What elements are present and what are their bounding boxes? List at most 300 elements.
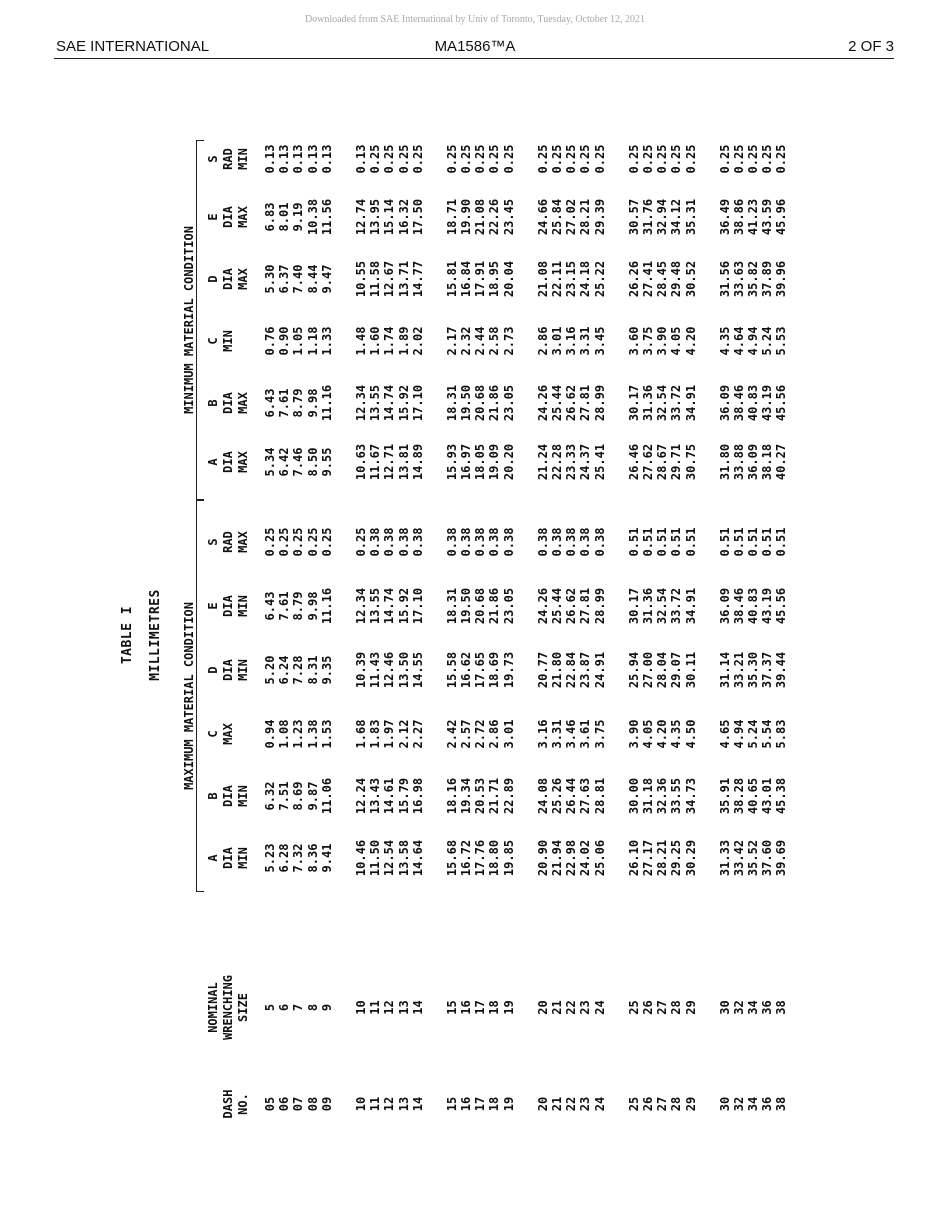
column-values	[263, 768, 789, 824]
page-number: 2 OF 3	[848, 38, 894, 55]
table-cell: 34	[746, 1096, 761, 1112]
table-cell: 25.44	[550, 587, 564, 625]
table-cell: 0.51	[640, 527, 655, 557]
table-cell: 30.57	[626, 198, 641, 236]
table-cell: 13	[396, 1096, 411, 1112]
column-header-line: SIZE	[236, 993, 250, 1022]
table-cell: 35.82	[746, 260, 761, 298]
table-cell: 30	[717, 1096, 732, 1112]
table-cell: 16.62	[459, 651, 474, 689]
table-cell: 43.19	[760, 384, 775, 422]
table-cell: 19	[501, 1000, 516, 1015]
row-group	[445, 375, 516, 431]
table-cell: 30	[717, 1000, 732, 1015]
table-cell: 1.33	[319, 326, 334, 356]
row-group	[536, 706, 607, 762]
table-cell: 0.38	[592, 527, 607, 557]
download-watermark: Downloaded from SAE International by Univ of Toronto, Tuesday, October 12, 2021	[304, 14, 646, 25]
table-cell: 0.38	[550, 527, 564, 557]
table-cell: 3.45	[592, 326, 607, 356]
row-group	[627, 830, 698, 886]
table-cell: 18	[487, 1000, 502, 1015]
row-group	[263, 313, 334, 369]
column-header-line: MAX	[236, 268, 250, 290]
table-title: TABLE I	[120, 605, 135, 665]
table-cell: 5.54	[760, 719, 775, 749]
column-size	[206, 960, 809, 1055]
table-cell: 4.35	[717, 326, 732, 356]
table-cell: 15.81	[444, 260, 459, 298]
column-header-line: DIA	[221, 451, 235, 473]
table-cell: 0.25	[277, 527, 292, 557]
table-cell: 17.10	[410, 384, 425, 422]
column-header-line: MAX	[236, 531, 250, 553]
table-cell: 29.25	[669, 839, 684, 877]
table-cell: 22.28	[550, 443, 564, 481]
table-cell: 26.10	[626, 839, 641, 877]
table-cell: 6.28	[277, 843, 292, 873]
table-cell: 30.17	[626, 587, 641, 625]
column-header-line: MIN	[236, 148, 250, 170]
table-cell: 7.32	[291, 843, 306, 873]
table-cell: 7	[291, 1003, 306, 1012]
table-cell: 28	[669, 1096, 684, 1112]
table-cell: 3.01	[501, 719, 516, 749]
table-cell: 0.51	[717, 527, 732, 557]
group-tick	[196, 500, 204, 501]
table-cell: 19.85	[501, 839, 516, 877]
table-cell: 0.51	[774, 527, 789, 557]
table-cell: 11.43	[368, 651, 383, 689]
table-cell: 5.34	[263, 447, 277, 477]
table-cell: 15	[444, 1000, 459, 1015]
table-cell: 32.54	[655, 587, 670, 625]
row-group	[718, 313, 789, 369]
table-cell: 11.16	[319, 384, 334, 422]
table-cell: 9.87	[305, 781, 320, 811]
table-cell: 2.86	[535, 326, 550, 356]
table-cell: 22.11	[550, 260, 564, 298]
table-cell: 33.88	[731, 443, 746, 481]
table-cell: 0.38	[410, 527, 425, 557]
table-cell: 0.25	[382, 144, 397, 174]
row-group	[445, 768, 516, 824]
row-group	[536, 830, 607, 886]
row-group	[445, 134, 516, 184]
table-cell: 4.94	[731, 719, 746, 749]
row-group	[354, 514, 425, 570]
table-cell: 37.60	[760, 839, 775, 877]
table-cell: 26	[640, 1096, 655, 1112]
column-header-line: WRENCHING	[221, 974, 235, 1041]
table-cell: 11	[368, 1000, 383, 1015]
table-cell: 09	[319, 1096, 334, 1112]
table-cell: 0.25	[410, 144, 425, 174]
table-cell: 18.31	[444, 587, 459, 625]
table-cell: 20.20	[501, 443, 516, 481]
table-cell: 10.38	[305, 198, 320, 236]
table-cell: 25.44	[550, 384, 564, 422]
table-cell: 0.25	[459, 144, 474, 174]
table-cell: 34	[746, 1000, 761, 1015]
table-cell: 0.25	[291, 527, 306, 557]
table-cell: 0.76	[263, 326, 277, 356]
table-cell: 13.55	[368, 587, 383, 625]
row-group	[445, 313, 516, 369]
table-cell: 0.51	[746, 527, 761, 557]
row-group	[354, 578, 425, 634]
row-group	[354, 134, 425, 184]
table-cell: 2.58	[487, 326, 502, 356]
table-cell: 0.25	[578, 144, 593, 174]
table-cell: 28	[669, 1000, 684, 1015]
table-cell: 32.94	[655, 198, 670, 236]
table-cell: 34.73	[683, 777, 698, 815]
table-cell: 34.12	[669, 198, 684, 236]
table-cell: 5.23	[263, 843, 277, 873]
table-cell: 19.90	[459, 198, 474, 236]
table-cell: 20.04	[501, 260, 516, 298]
table-cell: 5.53	[774, 326, 789, 356]
row-group	[536, 768, 607, 824]
table-cell: 23.05	[501, 384, 516, 422]
table-cell: 2.44	[473, 326, 488, 356]
table-cell: 0.38	[444, 527, 459, 557]
table-cell: 25.06	[592, 839, 607, 877]
column-max_c	[206, 706, 809, 762]
group-rule-min	[196, 140, 197, 500]
table-cell: 0.25	[319, 527, 334, 557]
table-cell: 5.83	[774, 719, 789, 749]
row-group	[263, 514, 334, 570]
table-cell: 36	[760, 1000, 775, 1015]
column-values	[263, 313, 789, 369]
column-values	[263, 960, 789, 1055]
table-cell: 19.50	[459, 587, 474, 625]
table-cell: 0.25	[487, 144, 502, 174]
table-cell: 0.38	[473, 527, 488, 557]
table-cell: 36.09	[717, 384, 732, 422]
column-values	[263, 251, 789, 307]
row-group	[536, 134, 607, 184]
document-number: MA1586™A	[434, 38, 516, 55]
table-cell: 28.04	[655, 651, 670, 689]
column-header-line	[206, 1068, 221, 1140]
row-group	[445, 578, 516, 634]
table-cell: 21.71	[487, 777, 502, 815]
table-cell: 17.10	[410, 587, 425, 625]
column-header-line	[236, 706, 251, 762]
table-cell: 29.39	[592, 198, 607, 236]
table-cell: 12.54	[382, 839, 397, 877]
row-group	[718, 706, 789, 762]
table-cell: 31.76	[640, 198, 655, 236]
row-group	[627, 706, 698, 762]
row-group	[627, 514, 698, 570]
table-cell: 22.89	[501, 777, 516, 815]
table-cell: 1.48	[353, 326, 368, 356]
table-cell: 1.68	[353, 719, 368, 749]
table-cell: 0.13	[319, 144, 334, 174]
table-cell: 1.97	[382, 719, 397, 749]
table-cell: 9.41	[319, 843, 334, 873]
table-cell: 33.63	[731, 260, 746, 298]
table-cell: 26	[640, 1000, 655, 1015]
column-header-line: B	[206, 399, 220, 407]
table-cell: 5	[263, 1003, 277, 1012]
column-header-line: NO.	[236, 1093, 250, 1115]
table-cell: 30.29	[683, 839, 698, 877]
row-group	[536, 960, 607, 1055]
table-cell: 28.21	[578, 198, 593, 236]
table-cell: 36.09	[746, 443, 761, 481]
row-group	[354, 830, 425, 886]
table-cell: 26.62	[564, 384, 579, 422]
column-header-line: DIA	[221, 785, 235, 807]
table-cell: 0.51	[655, 527, 670, 557]
column-values	[263, 514, 789, 570]
table-cell: 18.95	[487, 260, 502, 298]
row-group	[263, 251, 334, 307]
table-cell: 19.73	[501, 651, 516, 689]
column-header-line: C	[206, 337, 220, 345]
table-cell: 18.80	[487, 839, 502, 877]
row-group	[445, 960, 516, 1055]
table-cell: 0.25	[368, 144, 383, 174]
table-cell: 0.25	[564, 144, 579, 174]
column-header-line: A	[206, 854, 220, 862]
table-cell: 0.25	[774, 144, 789, 174]
table-cell: 17.76	[473, 839, 488, 877]
table-cell: 7.61	[277, 591, 292, 621]
table-cell: 21	[550, 1000, 564, 1015]
column-header-line: D	[206, 275, 220, 283]
table-cell: 1.60	[368, 326, 383, 356]
table-cell: 8.36	[305, 843, 320, 873]
table-cell: 36.09	[717, 587, 732, 625]
table-cell: 32	[731, 1096, 746, 1112]
table-cell: 9	[319, 1003, 334, 1012]
group-label-min: MINIMUM MATERIAL CONDITION	[182, 226, 196, 414]
table-cell: 0.25	[760, 144, 775, 174]
table-cell: 7.46	[291, 447, 306, 477]
table-cell: 0.25	[655, 144, 670, 174]
table-cell: 9.35	[319, 655, 334, 685]
column-header-line: DASH	[221, 1089, 235, 1119]
table-cell: 20	[535, 1096, 550, 1112]
row-group	[536, 578, 607, 634]
column-min_s	[206, 134, 809, 184]
table-cell: 27.00	[640, 651, 655, 689]
table-cell: 19.34	[459, 777, 474, 815]
column-values	[263, 642, 789, 698]
table-cell: 24.18	[578, 260, 593, 298]
table-cell: 1.89	[396, 326, 411, 356]
row-group	[354, 313, 425, 369]
table-cell: 4.50	[683, 719, 698, 749]
table-cell: 10.46	[353, 839, 368, 877]
table-cell: 5.30	[263, 264, 277, 294]
table-cell: 20.53	[473, 777, 488, 815]
table-cell: 0.38	[368, 527, 383, 557]
table-cell: 22	[564, 1096, 579, 1112]
row-group	[536, 514, 607, 570]
table-cell: 9.98	[305, 388, 320, 418]
table-cell: 30.00	[626, 777, 641, 815]
row-group	[263, 830, 334, 886]
table-cell: 8.69	[291, 781, 306, 811]
table-cell: 9.19	[291, 202, 306, 232]
table-cell: 25.94	[626, 651, 641, 689]
row-group	[718, 830, 789, 886]
table-cell: 3.61	[578, 719, 593, 749]
table-cell: 3.90	[655, 326, 670, 356]
column-values	[263, 1068, 789, 1140]
row-group	[536, 189, 607, 245]
column-max_a	[206, 830, 809, 886]
row-group	[718, 642, 789, 698]
table-cell: 12.74	[353, 198, 368, 236]
table-cell: 45.56	[774, 384, 789, 422]
table-cell: 1.23	[291, 719, 306, 749]
table-cell: 38.86	[731, 198, 746, 236]
table-cell: 9.47	[319, 264, 334, 294]
table-cell: 26.26	[626, 260, 641, 298]
table-cell: 0.13	[291, 144, 306, 174]
table-cell: 28.99	[592, 384, 607, 422]
row-group	[354, 960, 425, 1055]
table-cell: 16.97	[459, 443, 474, 481]
table-cell: 33.42	[731, 839, 746, 877]
table-cell: 31.18	[640, 777, 655, 815]
table-cell: 15.92	[396, 587, 411, 625]
table-cell: 0.25	[669, 144, 684, 174]
table-cell: 41.23	[746, 198, 761, 236]
row-group	[718, 768, 789, 824]
table-cell: 45.38	[774, 777, 789, 815]
column-max_e	[206, 578, 809, 634]
table-cell: 30.11	[683, 651, 698, 689]
table-cell: 0.13	[305, 144, 320, 174]
row-group	[445, 1068, 516, 1140]
table-cell: 0.13	[277, 144, 292, 174]
table-cell: 28.99	[592, 587, 607, 625]
table-cell: 0.51	[683, 527, 698, 557]
row-group	[263, 578, 334, 634]
table-cell: 0.90	[277, 326, 292, 356]
table-cell: 39.96	[774, 260, 789, 298]
table-cell: 21.86	[487, 384, 502, 422]
column-header-line: S	[206, 538, 220, 546]
table-cell: 8.79	[291, 591, 306, 621]
table-cell: 27	[655, 1096, 670, 1112]
table-cell: 24.37	[578, 443, 593, 481]
column-header-line: A	[206, 458, 220, 466]
column-header-line: DIA	[221, 659, 235, 681]
row-group	[263, 642, 334, 698]
column-header-line: MIN	[236, 785, 250, 807]
table-cell: 30.75	[683, 443, 698, 481]
row-group	[627, 313, 698, 369]
table-cell: 0.94	[263, 719, 277, 749]
table-cell: 2.17	[444, 326, 459, 356]
table-cell: 18.71	[444, 198, 459, 236]
table-cell: 3.46	[564, 719, 579, 749]
table-cell: 4.94	[746, 326, 761, 356]
table-cell: 16	[459, 1000, 474, 1015]
table-cell: 11.06	[319, 777, 334, 815]
table-cell: 25.41	[592, 443, 607, 481]
table-cell: 4.64	[731, 326, 746, 356]
table-cell: 4.05	[640, 719, 655, 749]
row-group	[263, 1068, 334, 1140]
table-cell: 39.44	[774, 651, 789, 689]
table-cell: 13.71	[396, 260, 411, 298]
table-cell: 0.25	[640, 144, 655, 174]
table-cell: 6.43	[263, 591, 277, 621]
table-cell: 19.50	[459, 384, 474, 422]
table-cell: 16	[459, 1096, 474, 1112]
table-cell: 40.83	[746, 587, 761, 625]
table-cell: 8	[305, 1003, 320, 1012]
table-cell: 8.31	[305, 655, 320, 685]
row-group	[627, 434, 698, 490]
table-cell: 34.91	[683, 384, 698, 422]
table-cell: 17	[473, 1096, 488, 1112]
table-cell: 2.86	[487, 719, 502, 749]
table-cell: 1.53	[319, 719, 334, 749]
table-cell: 14.89	[410, 443, 425, 481]
table-cell: 27.63	[578, 777, 593, 815]
table-cell: 20	[535, 1000, 550, 1015]
table-cell: 24.02	[578, 839, 593, 877]
column-header-line: MAX	[236, 451, 250, 473]
row-group	[536, 375, 607, 431]
table-cell: 16.84	[459, 260, 474, 298]
column-header-line: MAX	[221, 723, 235, 745]
table-cell: 15.93	[444, 443, 459, 481]
table-cell: 12	[382, 1096, 397, 1112]
row-group	[445, 642, 516, 698]
column-header-line: MIN	[236, 847, 250, 869]
row-group	[354, 375, 425, 431]
table-cell: 15.79	[396, 777, 411, 815]
table-cell: 23	[578, 1096, 593, 1112]
table-cell: 29.48	[669, 260, 684, 298]
table-cell: 21.86	[487, 587, 502, 625]
table-cell: 6.37	[277, 264, 292, 294]
table-cell: 23.15	[564, 260, 579, 298]
table-cell: 12.34	[353, 384, 368, 422]
row-group	[627, 375, 698, 431]
table-cell: 11.56	[319, 198, 334, 236]
table-cell: 23.05	[501, 587, 516, 625]
table-cell: 3.16	[535, 719, 550, 749]
table-cell: 0.38	[396, 527, 411, 557]
table-cell: 0.38	[459, 527, 474, 557]
row-group	[718, 960, 789, 1055]
table-cell: 25	[626, 1096, 641, 1112]
row-group	[354, 1068, 425, 1140]
row-group	[627, 251, 698, 307]
table-cell: 12	[382, 1000, 397, 1015]
table-cell: 07	[291, 1096, 306, 1112]
table-cell: 14	[410, 1000, 425, 1015]
table-cell: 13.55	[368, 384, 383, 422]
table-cell: 32	[731, 1000, 746, 1015]
table-cell: 3.16	[564, 326, 579, 356]
table-cell: 40.27	[774, 443, 789, 481]
